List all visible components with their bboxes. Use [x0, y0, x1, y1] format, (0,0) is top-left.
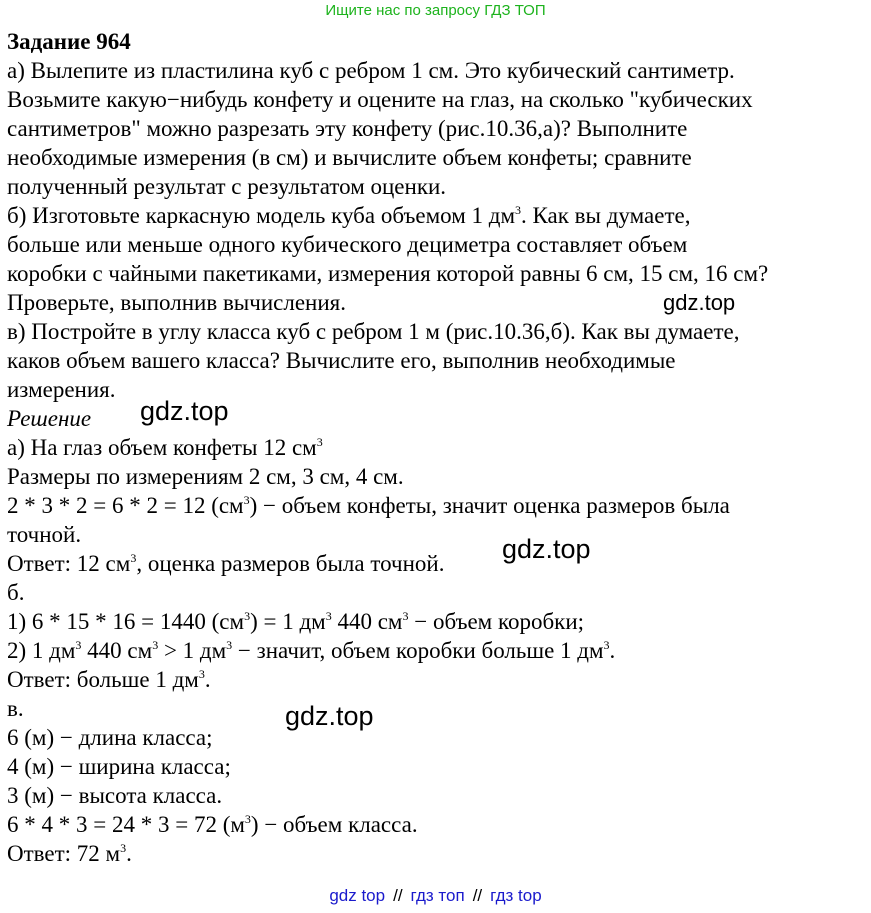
exponent: 3 — [402, 609, 409, 623]
text-fragment: , оценка размеров была точной. — [136, 551, 445, 576]
watermark: gdz.top — [663, 290, 736, 315]
text-fragment: 6 * 4 * 3 = 24 * 3 = 72 (м — [7, 812, 245, 837]
exponent: 3 — [120, 841, 127, 855]
task-text-line: Возьмите какую−нибудь конфету и оцените на глаз, на сколько "кубических — [7, 87, 753, 112]
text-fragment: 1) 6 * 15 * 16 = 1440 (см — [7, 609, 245, 634]
task-text-line: больше или меньше одного кубического дециметра составляет объем — [7, 232, 688, 257]
solution-line: 3 (м) − высота класса. — [7, 783, 223, 808]
exponent: 3 — [316, 435, 323, 449]
watermark: gdz.top — [140, 396, 229, 426]
exponent: 3 — [515, 203, 521, 217]
task-text-line — [7, 201, 867, 230]
exponent: 3 — [152, 638, 159, 652]
text-fragment: ) − объем конфеты, значит оценка размеров была — [249, 493, 730, 518]
text-fragment: − объем коробки; — [408, 609, 585, 634]
text-fragment: 2 * 3 * 2 = 6 * 2 = 12 (см — [7, 493, 244, 518]
text-fragment: − значит, объем коробки больше 1 дм — [232, 638, 604, 663]
solution-line — [7, 607, 867, 636]
footer-link[interactable]: гдз top — [490, 886, 542, 905]
footer-separator: // — [393, 886, 403, 905]
text-fragment: . — [204, 667, 211, 692]
text-fragment: 440 см — [81, 638, 153, 663]
solution-line — [7, 839, 867, 868]
footer-link[interactable]: гдз топ — [410, 886, 465, 905]
exponent: 3 — [243, 493, 250, 507]
exponent: 3 — [75, 638, 82, 652]
exponent: 3 — [130, 551, 137, 565]
solution-heading: Решение — [7, 406, 92, 431]
text-fragment: 2) 1 дм — [7, 638, 76, 663]
document-body — [7, 27, 867, 868]
solution-line: Размеры по измерениям 2 см, 3 см, 4 см. — [7, 464, 404, 489]
solution-line — [7, 636, 867, 665]
exponent: 3 — [603, 638, 610, 652]
solution-line — [7, 810, 867, 839]
exponent: 3 — [198, 667, 205, 681]
solution-line: 6 (м) − длина класса; — [7, 725, 213, 750]
task-text-line: сантиметров" можно разрезать эту конфету (рис.10.36,а)? Выполните — [7, 116, 688, 141]
task-text-line: а) Вылепите из пластилина куб с ребром 1 см. Это кубический сантиметр. — [7, 58, 735, 83]
solution-line — [7, 491, 867, 520]
solution-line: точной. — [7, 522, 82, 547]
text-fragment: а) На глаз объем конфеты 12 см — [7, 435, 317, 460]
footer-links — [0, 886, 871, 906]
text-fragment: ) = 1 дм — [250, 609, 326, 634]
text-fragment: > 1 дм — [158, 638, 227, 663]
solution-line — [7, 665, 867, 694]
text-fragment: ) − объем класса. — [250, 812, 418, 837]
solution-line: б. — [7, 580, 25, 605]
text-fragment: б) Изготовьте каркасную модель куба объемом 1 дм — [7, 203, 515, 228]
solution-line — [7, 549, 867, 578]
exponent: 3 — [244, 812, 251, 826]
task-text-line: коробки с чайными пакетиками, измерения которой равны 6 см, 15 см, 16 см? — [7, 261, 769, 286]
exponent: 3 — [244, 609, 251, 623]
task-text-line: Проверьте, выполнив вычисления. — [7, 290, 346, 315]
watermark: gdz.top — [502, 534, 591, 564]
header-banner[interactable]: Ищите нас по запросу ГДЗ ТОП — [325, 2, 546, 19]
text-fragment: . Как вы думаете, — [521, 203, 691, 228]
solution-line — [7, 433, 867, 462]
text-fragment: Ответ: 72 м — [7, 841, 121, 866]
footer-separator: // — [472, 886, 483, 905]
task-title: Задание 964 — [7, 29, 131, 54]
text-fragment: . — [126, 841, 132, 866]
text-fragment: Ответ: больше 1 дм — [7, 667, 199, 692]
watermark: gdz.top — [285, 701, 374, 731]
task-text-line: в) Постройте в углу класса куб с ребром 1 м (рис.10.36,б). Как вы думаете, — [7, 319, 740, 344]
text-fragment: 440 см — [331, 609, 403, 634]
exponent: 3 — [226, 638, 233, 652]
footer-link[interactable]: gdz top — [329, 886, 386, 905]
text-fragment: . — [609, 638, 616, 663]
task-text-line: каков объем вашего класса? Вычислите его, выполнив необходимые — [7, 348, 676, 373]
exponent: 3 — [325, 609, 332, 623]
task-text-line: измерения. — [7, 377, 116, 402]
task-text-line: полученный результат с результатом оценки. — [7, 174, 447, 199]
text-fragment: Ответ: 12 см — [7, 551, 131, 576]
task-text-line: необходимые измерения (в см) и вычислите объем конфеты; сравните — [7, 145, 692, 170]
solution-line: в. — [7, 696, 24, 721]
solution-line: 4 (м) − ширина класса; — [7, 754, 231, 779]
